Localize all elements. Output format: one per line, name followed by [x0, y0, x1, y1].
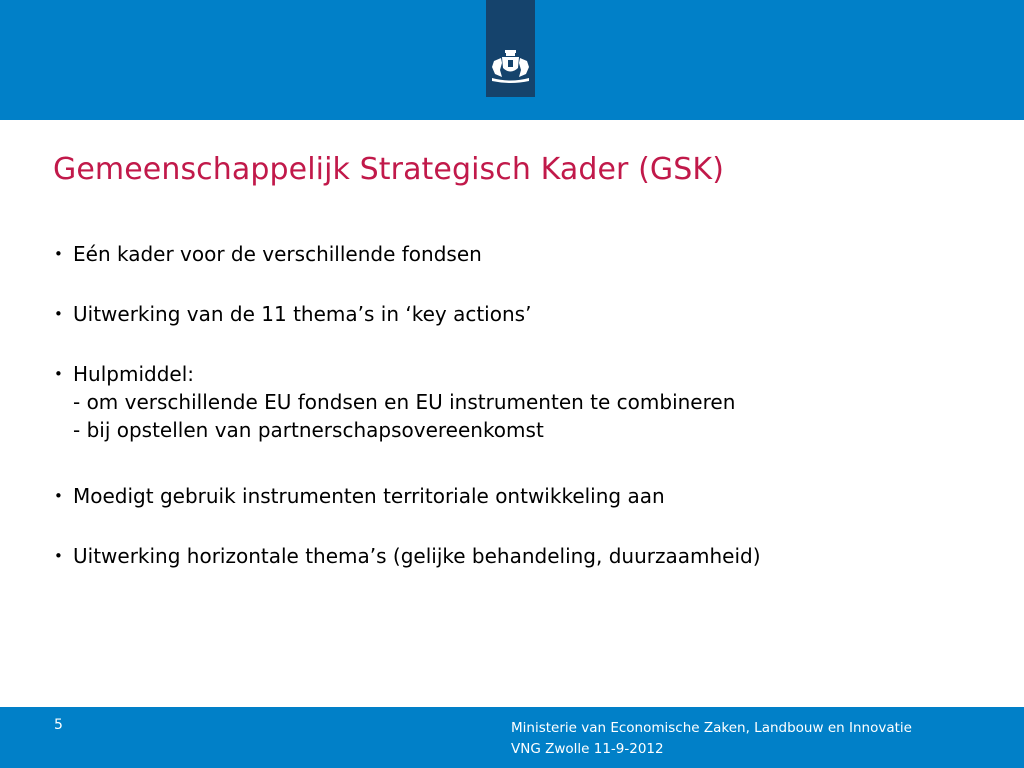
bullet-item: [53, 542, 953, 570]
bullet-item: [53, 300, 953, 328]
government-logo: [486, 0, 535, 97]
bullet-text: Hulpmiddel:: [73, 362, 194, 386]
bullet-item: [53, 482, 953, 510]
footer-band: [0, 707, 1024, 768]
bullet-text: Uitwerking horizontale thema’s (gelijke behandeling, duurzaamheid): [73, 544, 761, 568]
bullet-icon: •: [54, 305, 63, 323]
footer-info: [511, 718, 912, 760]
bullet-list: [53, 240, 953, 602]
bullet-item: [53, 360, 953, 444]
slide-title: Gemeenschappelijk Strategisch Kader (GSK): [53, 152, 724, 187]
bullet-subline: - bij opstellen van partnerschapsovereenkomst: [73, 418, 544, 442]
event-label: VNG Zwolle 11-9-2012: [511, 741, 664, 757]
header-band: [0, 0, 1024, 120]
ministry-name: Ministerie van Economische Zaken, Landbouw en Innovatie: [511, 720, 912, 736]
bullet-subline: - om verschillende EU fondsen en EU instrumenten te combineren: [73, 390, 736, 414]
slide-number: 5: [54, 717, 63, 733]
bullet-text: Eén kader voor de verschillende fondsen: [73, 242, 482, 266]
bullet-text: Uitwerking van de 11 thema’s in ‘key actions’: [73, 302, 532, 326]
bullet-icon: •: [54, 487, 63, 505]
coat-of-arms-icon: [489, 50, 532, 84]
bullet-icon: •: [54, 245, 63, 263]
bullet-text: Moedigt gebruik instrumenten territoriale ontwikkeling aan: [73, 484, 665, 508]
bullet-icon: •: [54, 365, 63, 383]
bullet-icon: •: [54, 547, 63, 565]
bullet-item: [53, 240, 953, 268]
